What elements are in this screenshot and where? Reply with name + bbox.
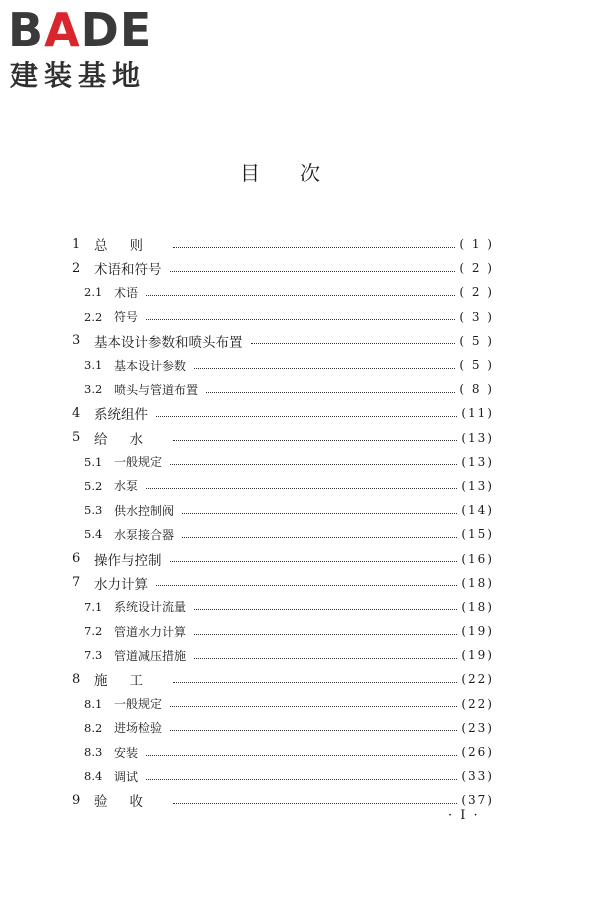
toc-entry-page: (18) <box>461 575 494 590</box>
toc-dot-leader <box>170 730 457 731</box>
toc-entry-page: (19) <box>461 648 494 663</box>
toc-dot-leader <box>194 609 457 610</box>
toc-entry-number: 7.2 <box>84 624 103 639</box>
toc-entry-page: ( 5 ) <box>459 358 494 373</box>
toc-entry-title: 施工 <box>94 673 165 690</box>
toc-entry-title: 调试 <box>114 769 139 784</box>
page-title: 目次 <box>240 161 360 185</box>
toc-entry-number: 5.2 <box>84 478 103 493</box>
toc-entry-title: 一般规定 <box>114 697 163 712</box>
toc-entry[interactable] <box>72 498 494 522</box>
toc-entry-page: (11) <box>461 406 494 421</box>
toc-entry-title: 供水控制阀 <box>114 503 175 518</box>
logo-letter-a-accent: A <box>44 3 81 57</box>
toc-entry[interactable] <box>72 643 494 667</box>
toc-entry-title: 符号 <box>114 310 139 325</box>
toc-dot-leader <box>173 803 457 804</box>
toc-dot-leader <box>194 634 457 635</box>
toc-entry[interactable] <box>72 377 494 401</box>
toc-entry-title: 基本设计参数 <box>114 358 187 373</box>
toc-entry[interactable] <box>72 522 494 546</box>
toc-entry-number: 6 <box>72 551 81 567</box>
toc-dot-leader <box>194 368 455 369</box>
toc-dot-leader <box>146 319 455 320</box>
toc-dot-leader <box>156 585 457 586</box>
toc-entry-page: (22) <box>461 696 494 711</box>
toc-entry-page: ( 2 ) <box>459 285 494 300</box>
toc-entry-page: (26) <box>461 745 494 760</box>
logo-letter-b: B <box>8 3 45 57</box>
toc-entry-page: ( 1 ) <box>459 237 494 252</box>
toc-entry-number: 4 <box>72 405 81 421</box>
toc-entry[interactable] <box>72 788 494 812</box>
toc-entry-page: (37) <box>461 793 494 808</box>
toc-entry-number: 7.3 <box>84 648 103 663</box>
toc-entry-title: 给水 <box>94 431 165 448</box>
toc-entry-title: 水泵 <box>114 479 139 494</box>
logo-wordmark <box>8 4 152 56</box>
table-of-contents <box>72 232 494 813</box>
brand-logo <box>8 4 178 94</box>
toc-entry[interactable] <box>72 546 494 570</box>
toc-entry-page: (13) <box>461 454 494 469</box>
toc-entry-page: ( 2 ) <box>459 261 494 276</box>
toc-entry[interactable] <box>72 595 494 619</box>
toc-entry[interactable] <box>72 764 494 788</box>
toc-dot-leader <box>206 392 455 393</box>
toc-dot-leader <box>170 271 456 272</box>
toc-entry[interactable] <box>72 450 494 474</box>
toc-entry[interactable] <box>72 256 494 280</box>
toc-entry-title: 总则 <box>94 238 165 255</box>
toc-dot-leader <box>182 537 457 538</box>
logo-letters-de: DE <box>80 3 153 57</box>
toc-entry-number: 1 <box>72 236 81 252</box>
toc-entry-number: 8 <box>72 671 81 687</box>
toc-entry-page: ( 3 ) <box>459 309 494 324</box>
toc-entry-number: 7 <box>72 575 81 591</box>
toc-entry-number: 5 <box>72 430 81 446</box>
toc-entry-title: 系统组件 <box>94 407 148 424</box>
toc-entry-title: 术语 <box>114 285 139 300</box>
toc-entry-title: 进场检验 <box>114 721 163 736</box>
toc-entry-number: 5.4 <box>84 527 103 542</box>
toc-entry-page: (23) <box>461 720 494 735</box>
page-number: · I · <box>448 808 480 823</box>
toc-entry-page: ( 5 ) <box>459 333 494 348</box>
toc-entry-number: 3.1 <box>84 358 103 373</box>
toc-entry[interactable] <box>72 305 494 329</box>
toc-entry-title: 水力计算 <box>94 576 148 593</box>
toc-entry-page: (33) <box>461 769 494 784</box>
toc-entry-title: 术语和符号 <box>94 262 162 279</box>
toc-entry-title: 基本设计参数和喷头布置 <box>94 334 243 351</box>
toc-dot-leader <box>173 440 457 441</box>
toc-entry-title: 操作与控制 <box>94 552 162 569</box>
toc-entry-title: 安装 <box>114 745 139 760</box>
toc-entry-page: (22) <box>461 672 494 687</box>
toc-entry[interactable] <box>72 280 494 304</box>
toc-dot-leader <box>170 464 457 465</box>
toc-entry-number: 3.2 <box>84 382 103 397</box>
toc-entry-title: 喷头与管道布置 <box>114 382 199 397</box>
toc-entry-page: (15) <box>461 527 494 542</box>
toc-entry-number: 5.1 <box>84 454 103 469</box>
toc-entry[interactable] <box>72 692 494 716</box>
toc-entry-title: 管道减压措施 <box>114 648 187 663</box>
toc-entry-title: 系统设计流量 <box>114 600 187 615</box>
toc-entry-number: 8.3 <box>84 745 103 760</box>
toc-dot-leader <box>170 561 458 562</box>
toc-entry-number: 8.1 <box>84 696 103 711</box>
toc-entry-number: 3 <box>72 333 81 349</box>
toc-entry[interactable] <box>72 401 494 425</box>
toc-dot-leader <box>146 295 455 296</box>
toc-entry-page: (13) <box>461 430 494 445</box>
logo-subtitle: 建装基地 <box>10 59 147 92</box>
toc-entry-page: (14) <box>461 503 494 518</box>
toc-entry[interactable] <box>72 474 494 498</box>
toc-entry[interactable] <box>72 716 494 740</box>
toc-entry-title: 验收 <box>94 794 165 811</box>
toc-entry-page: ( 8 ) <box>459 382 494 397</box>
toc-entry-page: (13) <box>461 478 494 493</box>
toc-entry-number: 7.1 <box>84 599 103 614</box>
toc-dot-leader <box>173 682 457 683</box>
toc-entry-page: (19) <box>461 624 494 639</box>
toc-entry-title: 水泵接合器 <box>114 527 175 542</box>
toc-entry-number: 5.3 <box>84 503 103 518</box>
toc-dot-leader <box>194 658 457 659</box>
toc-entry[interactable] <box>72 353 494 377</box>
toc-dot-leader <box>146 779 457 780</box>
toc-entry-title: 一般规定 <box>114 455 163 470</box>
toc-entry[interactable] <box>72 232 494 256</box>
toc-entry-title: 管道水力计算 <box>114 624 187 639</box>
toc-dot-leader <box>173 247 455 248</box>
toc-entry-page: (18) <box>461 599 494 614</box>
toc-dot-leader <box>170 706 457 707</box>
toc-entry[interactable] <box>72 426 494 450</box>
toc-entry[interactable] <box>72 619 494 643</box>
toc-entry[interactable] <box>72 329 494 353</box>
toc-entry[interactable] <box>72 740 494 764</box>
toc-entry-number: 2.1 <box>84 285 103 300</box>
toc-entry-number: 8.2 <box>84 720 103 735</box>
toc-dot-leader <box>146 755 457 756</box>
toc-entry[interactable] <box>72 571 494 595</box>
toc-dot-leader <box>146 488 457 489</box>
toc-entry-page: (16) <box>461 551 494 566</box>
toc-dot-leader <box>251 343 456 344</box>
toc-entry[interactable] <box>72 667 494 691</box>
toc-dot-leader <box>182 513 457 514</box>
toc-entry-number: 2 <box>72 260 81 276</box>
toc-entry-number: 2.2 <box>84 309 103 324</box>
toc-entry-number: 9 <box>72 792 81 808</box>
toc-entry-number: 8.4 <box>84 769 103 784</box>
toc-dot-leader <box>156 416 457 417</box>
